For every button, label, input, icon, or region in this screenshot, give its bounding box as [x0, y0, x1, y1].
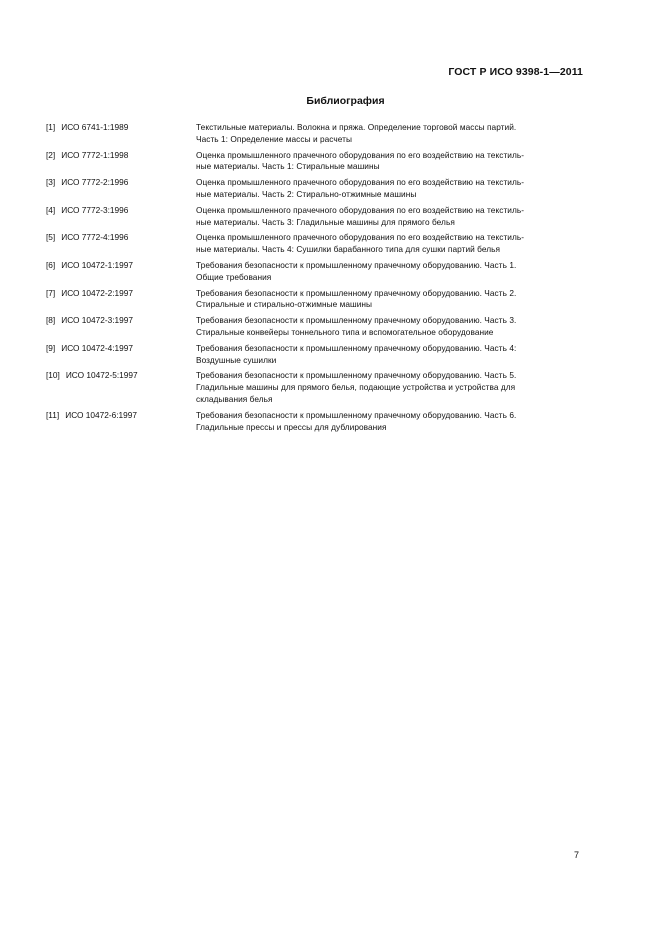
entry-reference	[46, 410, 196, 434]
bibliography-entry	[46, 288, 586, 312]
entry-title-line: Оценка промышленного прачечного оборудования по его воздействию на текстиль-	[196, 149, 525, 160]
entry-title	[196, 288, 586, 312]
entry-title-line: Оценка промышленного прачечного оборудования по его воздействию на текстиль-	[196, 177, 525, 188]
entry-title-line: Требования безопасности к промышленному прачечному оборудованию. Часть 3.	[196, 315, 517, 326]
entry-number: [7]	[46, 287, 56, 298]
entry-title-line: ные материалы. Часть 2: Стирально-отжимные машины	[196, 188, 417, 199]
entry-title	[196, 260, 586, 284]
entry-title-line: Общие требования	[196, 271, 272, 282]
entry-title	[196, 122, 586, 146]
entry-title	[196, 232, 586, 256]
entry-title-line: Гладильные машины для прямого белья, подающие устройства и устройства для	[196, 382, 516, 393]
entry-number: [11]	[46, 409, 60, 420]
entry-title-line: Требования безопасности к промышленному прачечному оборудованию. Часть 6.	[196, 409, 517, 420]
entry-title-line: ные материалы. Часть 4: Сушилки барабанного типа для сушки партий белья	[196, 244, 501, 255]
entry-title-line: Часть 1: Определение массы и расчеты	[196, 133, 353, 144]
page-number: 7	[574, 850, 580, 860]
entry-title-line: Требования безопасности к промышленному прачечному оборудованию. Часть 5.	[196, 370, 517, 381]
entry-number: [10]	[46, 370, 60, 381]
entry-title-line: ные материалы. Часть 3: Гладильные машины для прямого белья	[196, 216, 455, 227]
bibliography-entry	[46, 315, 586, 339]
entry-title	[196, 177, 586, 201]
entry-number: [1]	[46, 122, 56, 132]
bibliography-list	[46, 122, 586, 437]
entry-number: [9]	[46, 342, 56, 353]
entry-title-line: Требования безопасности к промышленному прачечному оборудованию. Часть 2.	[196, 287, 517, 298]
entry-reference	[46, 122, 196, 146]
entry-title-line: Требования безопасности к промышленному прачечному оборудованию. Часть 1.	[196, 259, 517, 270]
entry-title-line: Оценка промышленного прачечного оборудования по его воздействию на текстиль-	[196, 232, 525, 243]
bibliography-entry	[46, 343, 586, 367]
entry-standard-id: ИСО 10472-6:1997	[65, 409, 137, 420]
section-title: Библиография	[306, 95, 385, 107]
entry-standard-id: ИСО 10472-2:1997	[61, 287, 133, 298]
entry-reference	[46, 370, 196, 405]
entry-title	[196, 150, 586, 174]
entry-title	[196, 343, 586, 367]
bibliography-entry	[46, 232, 586, 256]
entry-reference	[46, 232, 196, 256]
entry-title-line: складывания белья	[196, 393, 273, 404]
entry-standard-id: ИСО 7772-2:1996	[61, 177, 129, 188]
entry-number: [2]	[46, 149, 56, 160]
entry-title-line: Воздушные сушилки	[196, 354, 277, 365]
bibliography-entry	[46, 205, 586, 229]
entry-reference	[46, 150, 196, 174]
entry-number: [5]	[46, 232, 56, 243]
document-header: ГОСТ Р ИСО 9398-1—2011	[448, 66, 583, 78]
entry-title	[196, 205, 586, 229]
entry-reference	[46, 315, 196, 339]
entry-title	[196, 315, 586, 339]
entry-title	[196, 410, 586, 434]
entry-number: [8]	[46, 315, 56, 326]
entry-number: [3]	[46, 177, 56, 188]
entry-title-line: Стиральные и стирально-отжимные машины	[196, 299, 373, 310]
entry-title-line: Гладильные прессы и прессы для дублирования	[196, 421, 387, 432]
bibliography-entry	[46, 122, 586, 146]
entry-title-line: Стиральные конвейеры тоннельного типа и вспомогательное оборудование	[196, 326, 494, 337]
entry-reference	[46, 205, 196, 229]
entry-title-line: ные материалы. Часть 1: Стиральные машины	[196, 161, 380, 172]
entry-standard-id: ИСО 10472-4:1997	[61, 342, 133, 353]
entry-standard-id: ИСО 10472-5:1997	[65, 370, 138, 381]
bibliography-entry	[46, 410, 586, 434]
entry-standard-id: ИСО 10472-1:1997	[61, 259, 133, 270]
bibliography-entry	[46, 370, 586, 405]
entry-reference	[46, 177, 196, 201]
entry-reference	[46, 288, 196, 312]
entry-standard-id: ИСО 7772-1:1998	[61, 149, 129, 160]
entry-standard-id: ИСО 7772-4:1996	[61, 232, 129, 243]
entry-reference	[46, 260, 196, 284]
entry-reference	[46, 343, 196, 367]
entry-title-line: Текстильные материалы. Волокна и пряжа. Определение торговой массы партий.	[196, 122, 517, 132]
entry-title	[196, 370, 586, 405]
bibliography-entry	[46, 260, 586, 284]
entry-number: [6]	[46, 259, 56, 270]
entry-standard-id: ИСО 6741-1:1989	[61, 122, 129, 132]
bibliography-entry	[46, 150, 586, 174]
entry-number: [4]	[46, 204, 56, 215]
entry-standard-id: ИСО 7772-3:1996	[61, 204, 129, 215]
entry-standard-id: ИСО 10472-3:1997	[61, 315, 133, 326]
entry-title-line: Требования безопасности к промышленному прачечному оборудованию. Часть 4:	[196, 342, 517, 353]
entry-title-line: Оценка промышленного прачечного оборудования по его воздействию на текстиль-	[196, 204, 525, 215]
bibliography-entry	[46, 177, 586, 201]
